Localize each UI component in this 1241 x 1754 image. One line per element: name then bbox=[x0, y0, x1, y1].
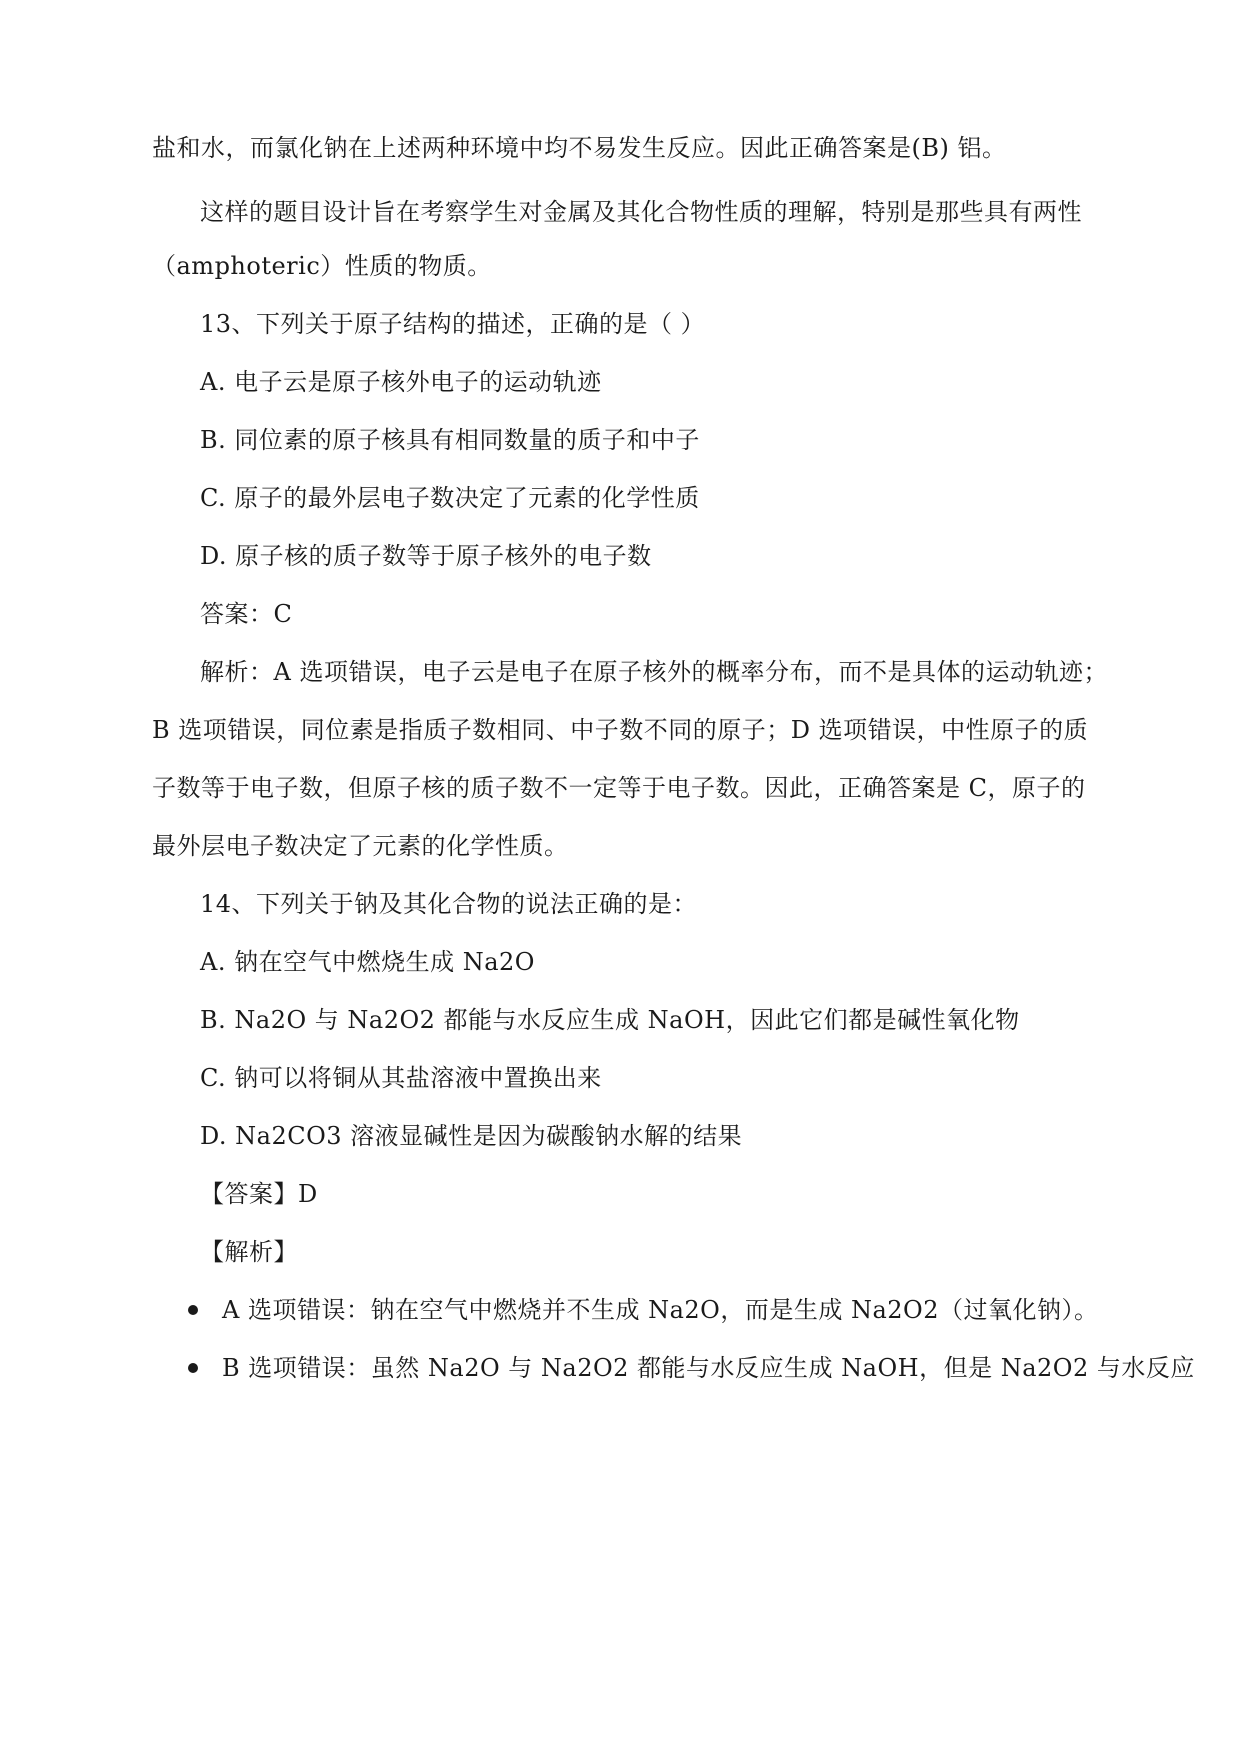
analysis-bullet bbox=[188, 1352, 1195, 1384]
question-14-analysis-heading: 【解析】 bbox=[200, 1238, 298, 1266]
analysis-bullet bbox=[188, 1294, 1108, 1326]
paragraph-continuation: 盐和水，而氯化钠在上述两种环境中均不易发生反应。因此正确答案是(B) 铝。 bbox=[152, 134, 1007, 162]
question-14-option-d: D. Na2CO3 溶液显碱性是因为碳酸钠水解的结果 bbox=[200, 1122, 743, 1150]
paragraph-line: （amphoteric）性质的物质。 bbox=[152, 252, 492, 280]
question-14-stem: 14、下列关于钠及其化合物的说法正确的是： bbox=[200, 890, 698, 918]
question-13-option-a: A. 电子云是原子核外电子的运动轨迹 bbox=[200, 368, 602, 396]
question-13-option-b: B. 同位素的原子核具有相同数量的质子和中子 bbox=[200, 426, 700, 454]
question-13-analysis-line: 最外层电子数决定了元素的化学性质。 bbox=[152, 832, 569, 860]
question-13-analysis-line: 解析：A 选项错误，电子云是电子在原子核外的概率分布，而不是具体的运动轨迹； bbox=[200, 658, 1108, 686]
analysis-bullet-text: B 选项错误：虽然 Na2O 与 Na2O2 都能与水反应生成 NaOH，但是 Na2O2 与水反应 bbox=[222, 1354, 1195, 1382]
question-14-answer: 【答案】D bbox=[200, 1180, 318, 1208]
analysis-bullet-text: A 选项错误：钠在空气中燃烧并不生成 Na2O，而是生成 Na2O2（过氧化钠）。 bbox=[222, 1296, 1099, 1324]
question-13-option-d: D. 原子核的质子数等于原子核外的电子数 bbox=[200, 542, 652, 570]
question-14-option-b: B. Na2O 与 Na2O2 都能与水反应生成 NaOH，因此它们都是碱性氧化物 bbox=[200, 1006, 1020, 1034]
paragraph-line: 这样的题目设计旨在考察学生对金属及其化合物性质的理解，特别是那些具有两性 bbox=[200, 198, 1082, 226]
question-13-answer: 答案：C bbox=[200, 600, 293, 628]
question-14-option-c: C. 钠可以将铜从其盐溶液中置换出来 bbox=[200, 1064, 602, 1092]
question-13-option-c: C. 原子的最外层电子数决定了元素的化学性质 bbox=[200, 484, 700, 512]
question-13-analysis-line: B 选项错误，同位素是指质子数相同、中子数不同的原子；D 选项错误，中性原子的质 bbox=[152, 716, 1089, 744]
bullet-icon bbox=[188, 1305, 198, 1315]
question-13-analysis-line: 子数等于电子数，但原子核的质子数不一定等于电子数。因此，正确答案是 C，原子的 bbox=[152, 774, 1086, 802]
bullet-icon bbox=[188, 1363, 198, 1373]
question-13-stem: 13、下列关于原子结构的描述，正确的是（ ） bbox=[200, 310, 706, 338]
question-14-option-a: A. 钠在空气中燃烧生成 Na2O bbox=[200, 948, 535, 976]
